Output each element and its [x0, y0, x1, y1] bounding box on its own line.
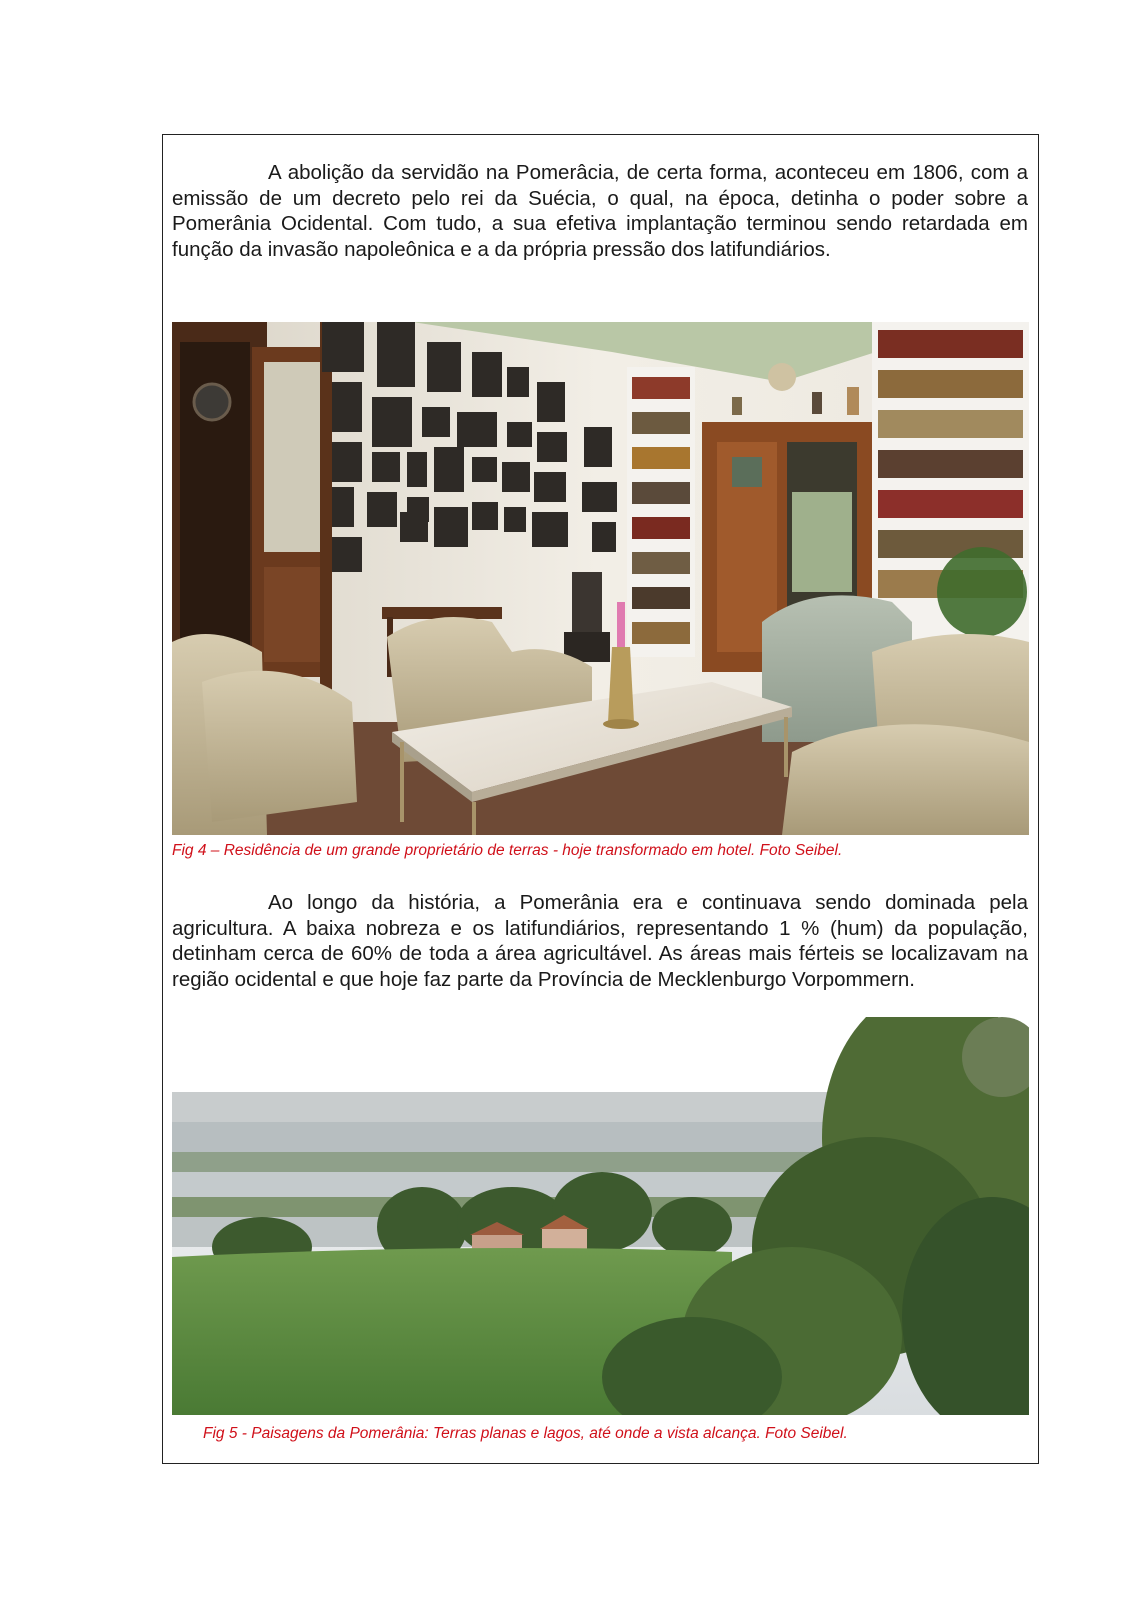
paragraph-abolition-text: A abolição da servidão na Pomerâcia, de certa forma, aconteceu em 1806, com a emissão de um decreto pelo rei da Suécia, o qual, na época, detinha o poder sobre a Pomerânia Ocidental. Com tudo, a sua efetiva implantação terminou sendo retardada em função da invasão napoleônica e a da própria pressão dos latifundiários.	[172, 161, 1028, 261]
paragraph-agriculture-text: Ao longo da história, a Pomerânia era e continuava sendo dominada pela agricultura. A baixa nobreza e os latifundiários, representando 1 % (hum) da população, detinham cerca de 60% de toda a área agricultável. As áreas mais férteis se localizavam na região ocidental e que hoje faz parte da Província de Mecklenburgo Vorpommern.	[172, 891, 1028, 991]
figure-4-photo-living-room	[172, 322, 1029, 835]
paragraph-agriculture	[172, 890, 1028, 992]
figure-5-photo-landscape	[172, 1017, 1029, 1415]
figure-5-caption: Fig 5 - Paisagens da Pomerânia: Terras planas e lagos, até onde a vista alcança. Foto Seibel.	[203, 1425, 848, 1442]
paragraph-abolition	[172, 160, 1028, 262]
figure-4-caption: Fig 4 – Residência de um grande proprietário de terras - hoje transformado em hotel. Foto Seibel.	[172, 842, 843, 859]
